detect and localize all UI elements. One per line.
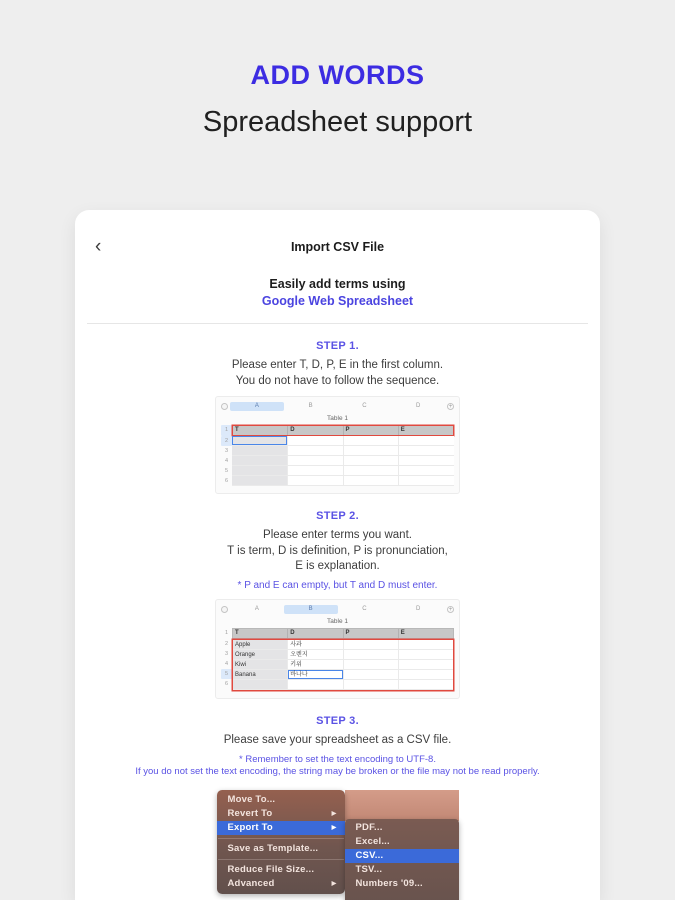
row-number: 3 (224, 448, 229, 454)
step3-notes (75, 754, 600, 779)
header-cell: P (344, 629, 399, 638)
step2-line2: T is term, D is definition, P is pronunciation, (227, 544, 448, 557)
row-number: 3 (224, 651, 229, 657)
sheet2-header-cells (232, 628, 454, 639)
divider (87, 323, 588, 324)
menu-item-label: Move To... (227, 794, 276, 805)
cell (288, 476, 344, 486)
screen-title: Import CSV File (290, 240, 385, 254)
cell-term: Orange (233, 650, 288, 660)
row-number: 2 (221, 436, 232, 446)
column-letter: C (362, 606, 367, 612)
page-title: ADD WORDS (250, 60, 425, 90)
submenu-arrow-icon: ▶ (331, 825, 337, 831)
sheet2-column-bar (221, 605, 454, 614)
header-cell: D (288, 629, 343, 638)
sheet1-column-bar (221, 402, 454, 411)
add-column-icon: + (448, 404, 453, 410)
cell-term: Kiwi (233, 660, 288, 670)
sheet1-header-cells (232, 425, 454, 436)
table-row (232, 456, 454, 466)
cell (232, 446, 288, 456)
cell (232, 466, 288, 476)
menu-item-export-to[interactable] (217, 821, 345, 835)
cell (344, 670, 399, 680)
column-letter: D (415, 403, 421, 409)
cell (344, 446, 400, 456)
menu-item-save-as-template[interactable] (217, 842, 345, 856)
menu-item-label: TSV... (355, 864, 383, 875)
column-letter: B (284, 605, 338, 614)
export-menu-illustration (217, 790, 459, 900)
sheet2-caption: Table 1 (327, 618, 348, 625)
cell-definition: 키위 (288, 660, 343, 670)
menu-item-label: Export To (227, 822, 273, 833)
step2-note: * P and E can empty, but T and D must enter. (237, 579, 438, 591)
cell (399, 680, 453, 690)
submenu-item-tsv[interactable] (345, 863, 459, 877)
table-row (233, 640, 453, 650)
header-cell: E (400, 427, 405, 433)
google-web-spreadsheet-link[interactable]: Google Web Spreadsheet (261, 294, 414, 308)
submenu-arrow-icon: ▶ (331, 881, 337, 887)
cell (288, 456, 344, 466)
export-submenu (345, 819, 459, 900)
cell (344, 660, 399, 670)
sheet2-grid (232, 639, 454, 691)
menu-divider (218, 838, 344, 839)
column-letter: A (230, 402, 284, 411)
step3-note2: If you do not set the text encoding, the string may be broken or the file may not be read properly. (135, 766, 540, 777)
row-number: 2 (224, 641, 229, 647)
intro-line1: Easily add terms using (269, 277, 406, 291)
cell (232, 436, 288, 446)
app-screen-card (75, 210, 600, 900)
cell (344, 436, 400, 446)
step3-text (75, 733, 600, 749)
row-number: 4 (224, 661, 229, 667)
table-row (232, 446, 454, 456)
step2-line1: Please enter terms you want. (263, 529, 412, 541)
header-cell: E (400, 630, 405, 636)
sheet2-body (221, 639, 454, 691)
card-header (75, 234, 600, 260)
cell (399, 660, 453, 670)
menu-item-label: Revert To (227, 808, 273, 819)
sheet1-row-numbers (221, 436, 232, 486)
step3-label: STEP 3. (316, 715, 359, 727)
menu-item-move-to[interactable] (217, 793, 345, 807)
cell (288, 466, 344, 476)
spreadsheet-illustration-1 (215, 396, 460, 494)
cell-term: Apple (233, 640, 288, 650)
cell (399, 670, 453, 680)
table-row (232, 476, 454, 486)
cell (344, 640, 399, 650)
header-cell: T (233, 629, 288, 638)
back-chevron-icon[interactable]: ‹ (95, 236, 102, 257)
submenu-item-csv[interactable] (345, 849, 459, 863)
step3-note1: * Remember to set the text encoding to UTF-8. (239, 753, 436, 765)
cell (233, 680, 288, 690)
sheet1-grid (232, 436, 454, 486)
cell (288, 446, 344, 456)
cell (399, 476, 454, 486)
cell (232, 456, 288, 466)
menu-item-label: Save as Template... (227, 843, 319, 854)
cell (344, 456, 400, 466)
step1-line1: Please enter T, D, P, E in the first column. (231, 359, 444, 371)
sheet2-header-row (221, 628, 454, 639)
table-handle-icon (221, 403, 228, 410)
menu-item-label: PDF... (355, 822, 383, 833)
header-cell: D (288, 426, 343, 435)
step1-text (75, 358, 600, 389)
column-letter: D (415, 606, 421, 612)
column-letter: A (254, 606, 259, 612)
cell-definition: 사과 (288, 640, 343, 650)
sheet2-columns (230, 605, 445, 614)
row-number: 5 (221, 669, 232, 679)
menu-item-label: Excel... (355, 836, 390, 847)
cell (344, 650, 399, 660)
cell (399, 650, 453, 660)
column-letter: B (308, 403, 313, 409)
row-number: 1 (221, 425, 232, 436)
row-number: 6 (224, 681, 229, 687)
menu-item-label: Advanced (227, 878, 275, 889)
cell (399, 436, 454, 446)
step2-text (75, 528, 600, 575)
submenu-item-pdf[interactable] (345, 821, 459, 835)
table-row (233, 650, 453, 660)
cell-definition-selected: 바나나 (288, 670, 343, 680)
document-background (345, 790, 459, 821)
submenu-item-excel[interactable] (345, 835, 459, 849)
row-number: 1 (224, 630, 229, 636)
page-subtitle: Spreadsheet support (202, 106, 473, 138)
table-row (232, 436, 454, 446)
menu-item-advanced[interactable] (217, 877, 345, 891)
submenu-item-numbers-09[interactable] (345, 877, 459, 891)
sheet1-body (221, 436, 454, 486)
table-row (233, 680, 453, 690)
menu-divider (218, 859, 344, 860)
menu-item-label: Reduce File Size... (227, 864, 315, 875)
table-row (232, 466, 454, 476)
cell (399, 446, 454, 456)
cell (232, 476, 288, 486)
sheet1-columns (230, 402, 445, 411)
header-cell: T (233, 426, 288, 435)
table-row (233, 670, 453, 680)
sheet1-caption: Table 1 (327, 415, 348, 422)
table-row (233, 660, 453, 670)
spreadsheet-illustration-2 (215, 599, 460, 699)
step2-line3: E is explanation. (295, 560, 380, 572)
cell (288, 436, 344, 446)
row-number: 4 (224, 458, 229, 464)
cell (399, 640, 453, 650)
step2-label: STEP 2. (316, 510, 359, 522)
cell (399, 456, 454, 466)
step1-label: STEP 1. (316, 340, 359, 352)
cell-definition: 오렌지 (288, 650, 343, 660)
row-number: 6 (224, 478, 229, 484)
menu-item-label: CSV... (355, 850, 384, 861)
cell (399, 466, 454, 476)
sheet2-row-numbers (221, 639, 232, 691)
intro-text (75, 276, 600, 310)
cell (288, 680, 343, 690)
table-handle-icon (221, 606, 228, 613)
row-number: 5 (224, 468, 229, 474)
cell (344, 476, 400, 486)
column-letter: C (362, 403, 367, 409)
cell-term: Banana (233, 670, 288, 680)
header-cell: P (344, 426, 399, 435)
step1-line2: You do not have to follow the sequence. (235, 374, 440, 387)
context-menu (217, 790, 345, 894)
sheet1-header-row (221, 425, 454, 436)
submenu-arrow-icon: ▶ (331, 811, 337, 817)
cell (344, 466, 400, 476)
menu-item-reduce-file-size[interactable] (217, 863, 345, 877)
step3-line1: Please save your spreadsheet as a CSV file. (223, 734, 452, 746)
add-column-icon: + (448, 607, 453, 613)
cell (344, 680, 399, 690)
menu-item-revert-to[interactable] (217, 807, 345, 821)
menu-item-label: Numbers '09... (355, 878, 423, 889)
